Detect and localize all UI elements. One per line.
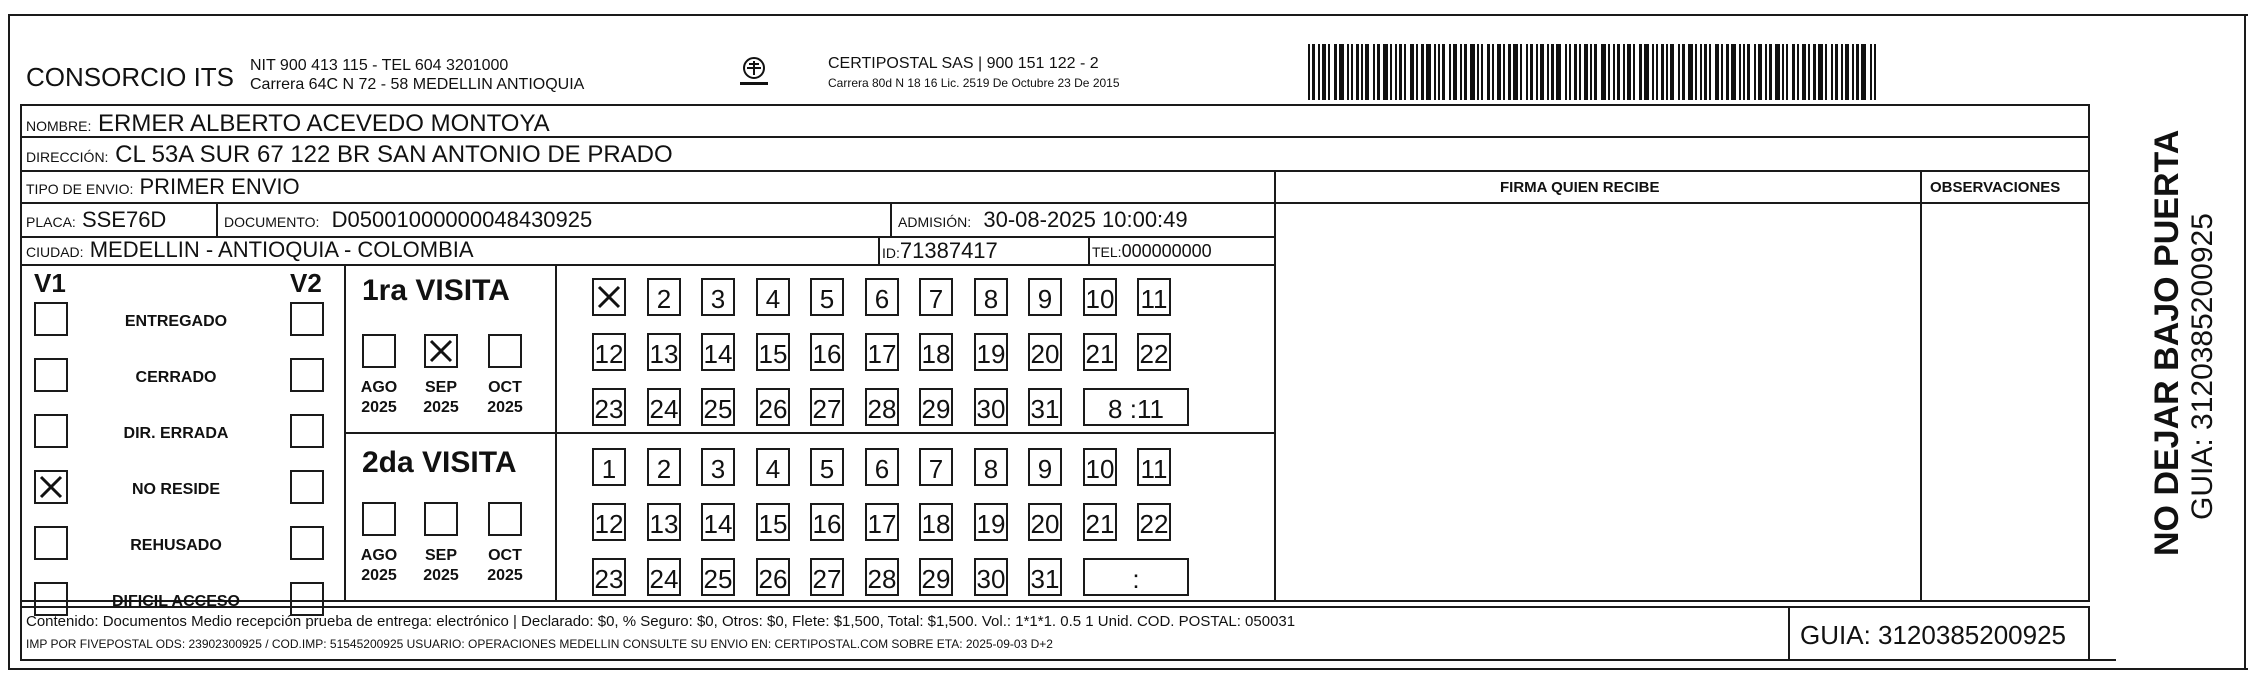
footer-guide: GUIA: 3120385200925 bbox=[1800, 620, 2066, 650]
address-value: CL 53A SUR 67 122 BR SAN ANTONIO DE PRADO bbox=[115, 141, 673, 168]
day-box[interactable]: 4 bbox=[756, 278, 790, 316]
day-box[interactable]: 28 bbox=[865, 558, 899, 596]
day-box[interactable]: 26 bbox=[756, 558, 790, 596]
barcode-bar bbox=[1351, 44, 1353, 100]
day-box[interactable]: 21 bbox=[1083, 333, 1117, 371]
day-box[interactable]: 13 bbox=[647, 503, 681, 541]
barcode-bar bbox=[1492, 44, 1494, 100]
barcode-bar bbox=[1639, 44, 1642, 100]
v2-checkbox[interactable] bbox=[290, 302, 324, 336]
barcode-bar bbox=[1765, 44, 1767, 100]
barcode-bar bbox=[1617, 44, 1620, 100]
barcode-bar bbox=[1434, 44, 1436, 100]
barcode-bar bbox=[1574, 44, 1577, 100]
barcode-bar bbox=[1377, 44, 1380, 100]
v1-checkbox[interactable] bbox=[34, 414, 68, 448]
day-box[interactable]: 21 bbox=[1083, 503, 1117, 541]
month-checkbox[interactable] bbox=[362, 502, 396, 536]
barcode-bar bbox=[1695, 44, 1697, 100]
day-box[interactable]: 1 bbox=[592, 448, 626, 486]
barcode-bar bbox=[1747, 44, 1750, 100]
status-label: DIFICIL ACCESO bbox=[111, 593, 240, 610]
admission-label: ADMISIÓN: bbox=[898, 214, 972, 230]
v1-checkbox[interactable] bbox=[34, 582, 68, 616]
id-row bbox=[882, 240, 998, 262]
barcode-bar bbox=[1678, 44, 1680, 100]
day-box[interactable]: 26 bbox=[756, 388, 790, 426]
grid-line bbox=[344, 432, 1276, 434]
day-box[interactable]: 15 bbox=[756, 503, 790, 541]
top-border bbox=[8, 14, 2248, 16]
year-label: 2025 bbox=[423, 399, 459, 416]
day-box[interactable]: 18 bbox=[919, 503, 953, 541]
barcode-bar bbox=[1481, 44, 1483, 100]
status-label: DIR. ERRADA bbox=[123, 425, 229, 442]
v1-checkbox[interactable] bbox=[34, 526, 68, 560]
v2-checkbox[interactable] bbox=[290, 358, 324, 392]
grid-line bbox=[1920, 170, 1922, 602]
barcode-bar bbox=[1547, 44, 1549, 100]
carrier-line2: Carrera 80d N 18 16 Lic. 2519 De Octubre 23 De 2015 bbox=[828, 76, 1120, 90]
barcode-bar bbox=[1410, 44, 1414, 100]
tel-value: 000000000 bbox=[1121, 241, 1212, 261]
day-box[interactable]: 3 bbox=[701, 278, 735, 316]
day-box[interactable]: 8 bbox=[974, 448, 1008, 486]
barcode-bar bbox=[1477, 44, 1479, 100]
day-box[interactable]: 13 bbox=[647, 333, 681, 371]
barcode-bar bbox=[1831, 44, 1833, 100]
company-line2: Carrera 64C N 72 - 58 MEDELLIN ANTIOQUIA bbox=[250, 76, 585, 93]
year-label: 2025 bbox=[361, 399, 397, 416]
month-label: OCT bbox=[488, 379, 522, 396]
barcode-bar bbox=[1373, 44, 1375, 100]
barcode-bar bbox=[1715, 44, 1719, 100]
id-label: ID: bbox=[882, 245, 900, 261]
barcode-bar bbox=[1797, 44, 1799, 100]
document-row bbox=[224, 209, 592, 231]
barcode-bar bbox=[1644, 44, 1649, 100]
status-label: NO RESIDE bbox=[131, 481, 220, 498]
barcode-bar bbox=[1786, 44, 1788, 100]
day-box[interactable]: 9 bbox=[1028, 278, 1062, 316]
grid-line bbox=[20, 202, 2088, 204]
barcode-bar bbox=[1470, 44, 1475, 100]
v2-label: V2 bbox=[290, 268, 322, 298]
v1-label: V1 bbox=[34, 268, 66, 298]
v2-checkbox[interactable] bbox=[290, 414, 324, 448]
barcode-bar bbox=[1361, 44, 1363, 100]
signature-label: FIRMA QUIEN RECIBE bbox=[1500, 179, 1660, 196]
barcode-bar bbox=[1792, 44, 1795, 100]
day-box[interactable]: 19 bbox=[974, 333, 1008, 371]
barcode-bar bbox=[1825, 44, 1827, 100]
grid-line bbox=[20, 600, 2090, 602]
day-box[interactable]: 9 bbox=[1028, 448, 1062, 486]
day-box[interactable]: 31 bbox=[1028, 558, 1062, 596]
day-box[interactable]: 16 bbox=[810, 503, 844, 541]
bottom-border bbox=[8, 668, 2248, 670]
address-row bbox=[26, 143, 673, 167]
grid-line bbox=[216, 202, 218, 236]
day-box[interactable]: 15 bbox=[756, 333, 790, 371]
barcode-bar bbox=[1590, 44, 1592, 100]
barcode-bar bbox=[1682, 44, 1685, 100]
city-row bbox=[26, 239, 474, 261]
barcode-bar bbox=[1700, 44, 1702, 100]
shipment-value: PRIMER ENVIO bbox=[139, 174, 300, 199]
day-box[interactable]: 28 bbox=[865, 388, 899, 426]
barcode-bar bbox=[1536, 44, 1538, 100]
day-box[interactable]: 14 bbox=[701, 503, 735, 541]
barcode-bar bbox=[1453, 44, 1457, 100]
barcode-bar bbox=[1688, 44, 1693, 100]
day-box[interactable]: 17 bbox=[865, 333, 899, 371]
barcode-bar bbox=[1608, 44, 1610, 100]
barcode-bar bbox=[1808, 44, 1810, 100]
month-label: OCT bbox=[488, 547, 522, 564]
barcode-bar bbox=[1652, 44, 1654, 100]
month-checkbox[interactable] bbox=[424, 334, 458, 368]
day-box[interactable]: 17 bbox=[865, 503, 899, 541]
barcode-bar bbox=[1670, 44, 1674, 100]
barcode-bar bbox=[1508, 44, 1511, 100]
side-guide: GUIA: 3120385200925 bbox=[2186, 213, 2219, 520]
barcode-bar bbox=[1731, 44, 1736, 100]
barcode-bar bbox=[1312, 44, 1315, 100]
day-box[interactable]: 10 bbox=[1083, 448, 1117, 486]
barcode-bar bbox=[1726, 44, 1729, 100]
day-box[interactable]: 11 bbox=[1137, 278, 1171, 316]
day-box[interactable]: 6 bbox=[865, 448, 899, 486]
name-row bbox=[26, 112, 550, 136]
barcode-bar bbox=[1661, 44, 1664, 100]
day-box[interactable]: 14 bbox=[701, 333, 735, 371]
day-box[interactable]: 24 bbox=[647, 558, 681, 596]
city-value: MEDELLIN - ANTIOQUIA - COLOMBIA bbox=[89, 237, 474, 262]
barcode-bar bbox=[1775, 44, 1780, 100]
barcode-bar bbox=[1835, 44, 1838, 100]
barcode-bar bbox=[1754, 44, 1756, 100]
grid-line bbox=[1088, 236, 1090, 266]
barcode-bar bbox=[1623, 44, 1625, 100]
day-box[interactable] bbox=[592, 278, 626, 316]
year-label: 2025 bbox=[361, 567, 397, 584]
day-box[interactable]: 16 bbox=[810, 333, 844, 371]
barcode-bar bbox=[1852, 44, 1854, 100]
barcode-bar bbox=[1426, 44, 1431, 100]
v1-checkbox[interactable] bbox=[34, 470, 68, 504]
barcode-bar bbox=[1503, 44, 1505, 100]
grid-line bbox=[20, 170, 2088, 172]
barcode-bar bbox=[1782, 44, 1784, 100]
admission-value: 30-08-2025 10:00:49 bbox=[983, 207, 1188, 232]
barcode-bar bbox=[1540, 44, 1544, 100]
barcode-bar bbox=[1743, 44, 1745, 100]
barcode-bar bbox=[1769, 44, 1772, 100]
barcode-bar bbox=[1551, 44, 1554, 100]
barcode-bar bbox=[1404, 44, 1406, 100]
carrier-line1: CERTIPOSTAL SAS | 900 151 122 - 2 bbox=[828, 55, 1099, 72]
address-label: DIRECCIÓN: bbox=[26, 149, 109, 165]
month-label: SEP bbox=[424, 379, 457, 396]
day-box[interactable]: 12 bbox=[592, 333, 626, 371]
barcode-bar bbox=[1818, 44, 1823, 100]
admission-row bbox=[898, 209, 1188, 231]
barcode-bar bbox=[1656, 44, 1658, 100]
barcode-bar bbox=[1739, 44, 1741, 100]
barcode-bar bbox=[1841, 44, 1843, 100]
barcode-bar bbox=[1399, 44, 1402, 100]
left-border bbox=[8, 14, 10, 670]
id-value: 71387417 bbox=[899, 238, 998, 263]
observations-label: OBSERVACIONES bbox=[1930, 179, 2061, 196]
grid-line bbox=[20, 104, 2088, 106]
barcode-bar bbox=[1709, 44, 1711, 100]
grid-line bbox=[2088, 104, 2090, 600]
grid-line bbox=[1274, 170, 1276, 602]
year-label: 2025 bbox=[487, 399, 523, 416]
month-label: AGO bbox=[360, 547, 398, 564]
month-label: AGO bbox=[360, 379, 398, 396]
barcode-bar bbox=[1334, 44, 1337, 100]
v2-checkbox[interactable] bbox=[290, 582, 324, 616]
barcode-bar bbox=[1442, 44, 1445, 100]
grid-line bbox=[878, 236, 880, 266]
month-checkbox[interactable] bbox=[488, 334, 522, 368]
day-box[interactable]: 22 bbox=[1137, 333, 1171, 371]
barcode-bar bbox=[1339, 44, 1344, 100]
day-box[interactable]: 7 bbox=[919, 278, 953, 316]
month-checkbox[interactable] bbox=[424, 502, 458, 536]
barcode-bar bbox=[1390, 44, 1392, 100]
month-label: SEP bbox=[424, 547, 457, 564]
barcode-bar bbox=[1416, 44, 1418, 100]
year-label: 2025 bbox=[423, 567, 459, 584]
v2-checkbox[interactable] bbox=[290, 470, 324, 504]
day-box[interactable]: 2 bbox=[647, 278, 681, 316]
shipment-row bbox=[26, 176, 300, 198]
barcode-bar bbox=[1347, 44, 1349, 100]
day-box[interactable]: 8 bbox=[974, 278, 1008, 316]
barcode-bar bbox=[1513, 44, 1518, 100]
v2-checkbox[interactable] bbox=[290, 526, 324, 560]
barcode-icon bbox=[1308, 44, 1880, 100]
barcode-bar bbox=[1613, 44, 1615, 100]
barcode-bar bbox=[1383, 44, 1388, 100]
certipostal-logo-icon bbox=[736, 54, 772, 90]
barcode-bar bbox=[1758, 44, 1762, 100]
shipment-label: TIPO DE ENVIO: bbox=[26, 181, 134, 197]
day-box[interactable]: 20 bbox=[1028, 333, 1062, 371]
document-value: D05001000000048430925 bbox=[331, 207, 593, 232]
day-box[interactable]: 4 bbox=[756, 448, 790, 486]
barcode-bar bbox=[1584, 44, 1588, 100]
grid-line bbox=[20, 104, 22, 660]
day-box[interactable]: 29 bbox=[919, 388, 953, 426]
barcode-bar bbox=[1526, 44, 1528, 100]
day-box[interactable]: 10 bbox=[1083, 278, 1117, 316]
year-label: 2025 bbox=[487, 567, 523, 584]
grid-line bbox=[20, 659, 2116, 661]
day-box[interactable]: 30 bbox=[974, 558, 1008, 596]
barcode-bar bbox=[1870, 44, 1872, 100]
day-box[interactable]: 19 bbox=[974, 503, 1008, 541]
plate-label: PLACA: bbox=[26, 214, 76, 230]
v1-checkbox[interactable] bbox=[34, 302, 68, 336]
barcode-bar bbox=[1565, 44, 1567, 100]
barcode-bar bbox=[1601, 44, 1606, 100]
barcode-bar bbox=[1328, 44, 1330, 100]
footer-line2: IMP POR FIVEPOSTAL ODS: 23902300925 / COD.IMP: 51545200925 USUARIO: OPERACIONES MEDELLIN CONSULTE SU ENVIO EN: CERTIPOSTAL.COM SOBRE ETA: 2025-09-03 D+2 bbox=[26, 637, 1053, 651]
barcode-bar bbox=[1861, 44, 1866, 100]
grid-line bbox=[890, 202, 892, 236]
barcode-bar bbox=[1421, 44, 1424, 100]
status-label: REHUSADO bbox=[130, 537, 222, 554]
day-box[interactable]: 5 bbox=[810, 448, 844, 486]
status-label: CERRADO bbox=[135, 369, 217, 386]
side-warning: NO DEJAR BAJO PUERTA bbox=[2148, 129, 2186, 556]
day-box[interactable]: 23 bbox=[592, 558, 626, 596]
time-box[interactable]: 8 :11 bbox=[1083, 388, 1189, 426]
footer-line1: Contenido: Documentos Medio recepción prueba de entrega: electrónico | Declarado: $0, % Seguro: $0, Otros: $0, Flete: $1,500, Total: $1,500. Vol.: 1*1*1. 0.5 1 Unid. COD. POSTAL: 050031 bbox=[26, 613, 1296, 630]
right-border bbox=[2244, 14, 2246, 670]
barcode-bar bbox=[1308, 44, 1310, 100]
second-visit-label: 2da VISITA bbox=[362, 446, 517, 479]
barcode-bar bbox=[1569, 44, 1571, 100]
day-box[interactable]: 22 bbox=[1137, 503, 1171, 541]
day-box[interactable]: 6 bbox=[865, 278, 899, 316]
barcode-bar bbox=[1666, 44, 1668, 100]
day-box[interactable]: 23 bbox=[592, 388, 626, 426]
grid-line bbox=[20, 606, 2088, 608]
time-box[interactable]: : bbox=[1083, 558, 1189, 596]
barcode-bar bbox=[1520, 44, 1522, 100]
barcode-bar bbox=[1530, 44, 1533, 100]
v1-checkbox[interactable] bbox=[34, 358, 68, 392]
barcode-bar bbox=[1594, 44, 1597, 100]
barcode-bar bbox=[1579, 44, 1581, 100]
plate-row bbox=[26, 209, 166, 231]
plate-value: SSE76D bbox=[81, 207, 167, 232]
barcode-bar bbox=[1449, 44, 1451, 100]
day-box[interactable]: 31 bbox=[1028, 388, 1062, 426]
day-box[interactable]: 24 bbox=[647, 388, 681, 426]
day-box[interactable]: 25 bbox=[701, 558, 735, 596]
status-label: ENTREGADO bbox=[124, 313, 228, 330]
day-box[interactable]: 30 bbox=[974, 388, 1008, 426]
day-box[interactable]: 20 bbox=[1028, 503, 1062, 541]
barcode-bar bbox=[1464, 44, 1467, 100]
company-line1: NIT 900 413 115 - TEL 604 3201000 bbox=[250, 57, 509, 74]
day-box[interactable]: 25 bbox=[701, 388, 735, 426]
barcode-bar bbox=[1365, 44, 1369, 100]
first-visit-label: 1ra VISITA bbox=[362, 274, 510, 307]
day-box[interactable]: 5 bbox=[810, 278, 844, 316]
barcode-bar bbox=[1487, 44, 1490, 100]
day-box[interactable]: 2 bbox=[647, 448, 681, 486]
barcode-bar bbox=[1556, 44, 1561, 100]
day-box[interactable]: 27 bbox=[810, 388, 844, 426]
grid-line bbox=[2088, 606, 2090, 661]
day-box[interactable]: 7 bbox=[919, 448, 953, 486]
barcode-bar bbox=[1633, 44, 1635, 100]
name-label: NOMBRE: bbox=[26, 118, 92, 134]
company-name: CONSORCIO ITS bbox=[26, 62, 235, 92]
barcode-bar bbox=[1845, 44, 1849, 100]
month-checkbox[interactable] bbox=[488, 502, 522, 536]
barcode-bar bbox=[1627, 44, 1631, 100]
barcode-bar bbox=[1813, 44, 1816, 100]
tel-label: TEL: bbox=[1092, 244, 1122, 260]
barcode-bar bbox=[1356, 44, 1359, 100]
day-box[interactable]: 12 bbox=[592, 503, 626, 541]
day-box[interactable]: 11 bbox=[1137, 448, 1171, 486]
barcode-bar bbox=[1395, 44, 1397, 100]
barcode-bar bbox=[1721, 44, 1723, 100]
barcode-bar bbox=[1497, 44, 1501, 100]
barcode-bar bbox=[1704, 44, 1707, 100]
grid-line bbox=[1788, 606, 1790, 661]
tel-row bbox=[1092, 242, 1212, 260]
barcode-bar bbox=[1322, 44, 1326, 100]
month-checkbox[interactable] bbox=[362, 334, 396, 368]
barcode-bar bbox=[1802, 44, 1806, 100]
day-box[interactable]: 18 bbox=[919, 333, 953, 371]
day-box[interactable]: 27 bbox=[810, 558, 844, 596]
day-box[interactable]: 3 bbox=[701, 448, 735, 486]
barcode-bar bbox=[1318, 44, 1320, 100]
barcode-bar bbox=[1460, 44, 1462, 100]
name-value: ERMER ALBERTO ACEVEDO MONTOYA bbox=[98, 110, 550, 137]
barcode-bar bbox=[1438, 44, 1440, 100]
document-label: DOCUMENTO: bbox=[224, 214, 320, 230]
barcode-bar bbox=[1874, 44, 1876, 100]
city-label: CIUDAD: bbox=[26, 244, 84, 260]
day-box[interactable]: 29 bbox=[919, 558, 953, 596]
barcode-bar bbox=[1856, 44, 1859, 100]
